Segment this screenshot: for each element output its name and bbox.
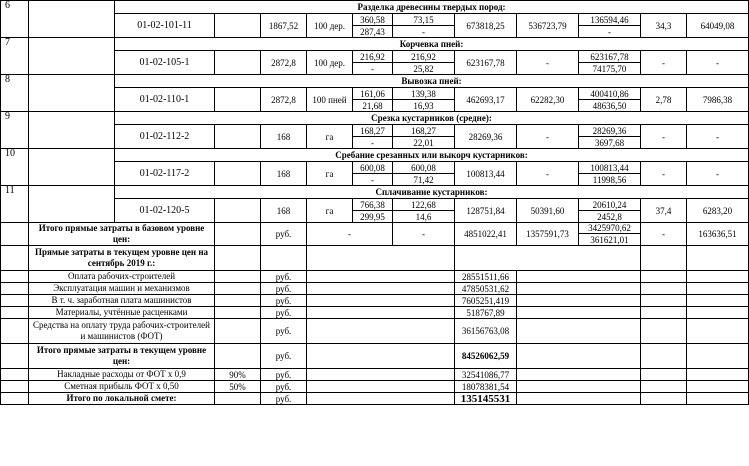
labor-hours: - xyxy=(641,51,687,75)
total-cost: 673818,25 xyxy=(455,14,517,38)
unit-cost-total: 161,06 xyxy=(353,88,393,100)
unit-cost-machinist-wages: - xyxy=(393,26,455,38)
current-cost-label: В т. ч. заработная плата машинистов xyxy=(29,295,215,307)
base-total-unit-cost: - xyxy=(307,223,393,246)
section-title-row xyxy=(1,112,749,125)
section-title: Срезка кустарников (средне): xyxy=(115,112,749,125)
quantity: 168 xyxy=(261,199,307,223)
unit-cost-total: 216,92 xyxy=(353,51,393,63)
empty-cell xyxy=(215,246,261,271)
row-number: 10 xyxy=(1,149,29,186)
empty-cell xyxy=(29,1,115,38)
wages-cost: - xyxy=(517,51,579,75)
machinist-wages-cost: 11998,56 xyxy=(579,174,641,186)
current-cost-unit: руб. xyxy=(261,283,307,295)
current-cost-label: Эксплуатация машин и механизмов xyxy=(29,283,215,295)
base-total-row xyxy=(1,223,749,234)
current-cost-label: Сметная прибыль ФОТ х 0,50 xyxy=(29,381,215,393)
wages-cost: 50391,60 xyxy=(517,199,579,223)
row-number: 7 xyxy=(1,38,29,75)
empty-cell xyxy=(517,307,641,319)
machinist-wages-cost: 2452,8 xyxy=(579,211,641,223)
section-title-row xyxy=(1,186,749,199)
labor-total: - xyxy=(687,162,749,186)
section-title: Вывозка пней: xyxy=(115,75,749,88)
current-cost-label: Итого прямые затраты в текущем уровне цен: xyxy=(29,344,215,369)
current-cost-value: 36156763,08 xyxy=(455,319,517,344)
empty-cell xyxy=(687,246,749,271)
current-cost-unit: руб. xyxy=(261,295,307,307)
machines-cost: 136594,46 xyxy=(579,14,641,26)
rate-code: 01-02-112-2 xyxy=(115,125,215,149)
empty-cell xyxy=(641,393,687,405)
section-title: Сребание срезанных или выкорч кустарников: xyxy=(115,149,749,162)
current-cost-value: 135145531 xyxy=(455,393,517,405)
quantity: 2872,8 xyxy=(261,51,307,75)
empty-cell xyxy=(29,38,115,75)
unit-cost-wages: - xyxy=(353,63,393,75)
machines-cost: 400410,86 xyxy=(579,88,641,100)
empty-cell xyxy=(1,271,29,283)
machines-cost: 623167,78 xyxy=(579,51,641,63)
unit-cost-total: 600,08 xyxy=(353,162,393,174)
empty-cell xyxy=(307,283,455,295)
empty-cell xyxy=(641,295,687,307)
current-cost-row xyxy=(1,369,749,381)
current-cost-pct xyxy=(215,295,261,307)
empty-cell xyxy=(517,344,641,369)
current-cost-row xyxy=(1,295,749,307)
empty-cell xyxy=(307,393,455,405)
rate-code: 01-02-101-11 xyxy=(115,14,215,38)
unit: га xyxy=(307,162,353,186)
empty-cell xyxy=(687,307,749,319)
quantity: 168 xyxy=(261,162,307,186)
empty-cell xyxy=(687,283,749,295)
current-cost-label: Материалы, учтённые расценками xyxy=(29,307,215,319)
empty-cell xyxy=(517,319,641,344)
empty-cell xyxy=(261,246,307,271)
unit-cost-total: 766,38 xyxy=(353,199,393,211)
total-cost: 462693,17 xyxy=(455,88,517,112)
current-cost-pct xyxy=(215,283,261,295)
empty-cell xyxy=(517,369,641,381)
unit-cost-wages: 21,68 xyxy=(353,100,393,112)
current-cost-row xyxy=(1,344,749,369)
current-cost-label: Итого по локальной смете: xyxy=(29,393,215,405)
empty-cell xyxy=(1,295,29,307)
unit-cost-machinist-wages: 71,42 xyxy=(393,174,455,186)
current-cost-label: Накладные расходы от ФОТ х 0,9 xyxy=(29,369,215,381)
unit-cost-machines: 73,15 xyxy=(393,14,455,26)
empty-cell xyxy=(29,149,115,186)
labor-hours: 2,78 xyxy=(641,88,687,112)
rate-code: 01-02-120-5 xyxy=(115,199,215,223)
current-header-row xyxy=(1,246,749,271)
machines-cost: 28269,36 xyxy=(579,125,641,137)
empty-cell xyxy=(215,162,261,186)
empty-cell xyxy=(641,369,687,381)
labor-hours: 37,4 xyxy=(641,199,687,223)
current-cost-unit: руб. xyxy=(261,393,307,405)
current-cost-label: Средства на оплату труда рабочих-строителей и машинистов (ФОТ) xyxy=(29,319,215,344)
empty-cell xyxy=(307,295,455,307)
base-total-labor: 163636,51 xyxy=(687,223,749,246)
unit-cost-machines: 600,08 xyxy=(393,162,455,174)
unit: га xyxy=(307,199,353,223)
unit-cost-wages: 299,95 xyxy=(353,211,393,223)
empty-cell xyxy=(517,381,641,393)
empty-cell xyxy=(687,369,749,381)
labor-total: 64049,08 xyxy=(687,14,749,38)
current-cost-unit: руб. xyxy=(261,271,307,283)
unit-cost-machinist-wages: 14,6 xyxy=(393,211,455,223)
labor-hours: - xyxy=(641,162,687,186)
empty-cell xyxy=(215,88,261,112)
current-cost-value: 32541086,77 xyxy=(455,369,517,381)
empty-cell xyxy=(517,295,641,307)
quantity: 1867,52 xyxy=(261,14,307,38)
base-total-unit: руб. xyxy=(261,223,307,246)
empty-cell xyxy=(1,246,29,271)
unit-cost-machinist-wages: 22,01 xyxy=(393,137,455,149)
empty-cell xyxy=(215,199,261,223)
current-cost-unit: руб. xyxy=(261,307,307,319)
current-cost-row xyxy=(1,307,749,319)
base-total-machinist-wages: 361621,01 xyxy=(579,234,641,246)
empty-cell xyxy=(1,283,29,295)
current-header-label: Прямые затраты в текущем уровне цен на сентябрь 2019 г.: xyxy=(29,246,215,271)
current-cost-row xyxy=(1,393,749,405)
empty-cell xyxy=(29,75,115,112)
unit-cost-total: 168,27 xyxy=(353,125,393,137)
current-cost-unit: руб. xyxy=(261,369,307,381)
total-cost: 623167,78 xyxy=(455,51,517,75)
empty-cell xyxy=(1,369,29,381)
empty-cell xyxy=(1,307,29,319)
unit-cost-machines: 139,38 xyxy=(393,88,455,100)
empty-cell xyxy=(307,271,455,283)
section-title: Корчевка пней: xyxy=(115,38,749,51)
empty-cell xyxy=(29,186,115,223)
current-cost-value: 84526062,59 xyxy=(455,344,517,369)
current-cost-label: Оплата рабочих-строителей xyxy=(29,271,215,283)
unit-cost-wages: 287,43 xyxy=(353,26,393,38)
empty-cell xyxy=(215,223,261,246)
current-cost-unit: руб. xyxy=(261,381,307,393)
current-cost-unit: руб. xyxy=(261,344,307,369)
section-title: Сплачивание кустарников: xyxy=(115,186,749,199)
current-cost-unit: руб. xyxy=(261,319,307,344)
empty-cell xyxy=(687,319,749,344)
quantity: 2872,8 xyxy=(261,88,307,112)
current-cost-value: 47850531,62 xyxy=(455,283,517,295)
unit-cost-machinist-wages: 25,82 xyxy=(393,63,455,75)
unit-cost-machines: 216,92 xyxy=(393,51,455,63)
empty-cell xyxy=(641,283,687,295)
empty-cell xyxy=(517,393,641,405)
empty-cell xyxy=(455,246,641,271)
empty-cell xyxy=(307,307,455,319)
wages-cost: 536723,79 xyxy=(517,14,579,38)
base-total-machines-cost: 3425970,62 xyxy=(579,223,641,234)
row-number: 11 xyxy=(1,186,29,223)
total-cost: 28269,36 xyxy=(455,125,517,149)
total-cost: 128751,84 xyxy=(455,199,517,223)
empty-cell xyxy=(1,381,29,393)
empty-cell xyxy=(1,393,29,405)
labor-total: - xyxy=(687,51,749,75)
labor-hours: - xyxy=(641,125,687,149)
current-cost-row xyxy=(1,319,749,344)
total-cost: 100813,44 xyxy=(455,162,517,186)
current-cost-value: 7605251,419 xyxy=(455,295,517,307)
machinist-wages-cost: 74175,70 xyxy=(579,63,641,75)
current-cost-pct xyxy=(215,393,261,405)
section-title-row xyxy=(1,75,749,88)
unit: 100 дер. xyxy=(307,51,353,75)
current-cost-pct xyxy=(215,344,261,369)
labor-total: 6283,20 xyxy=(687,199,749,223)
base-total-machines: - xyxy=(393,223,455,246)
labor-hours: 34,3 xyxy=(641,14,687,38)
rate-code: 01-02-117-2 xyxy=(115,162,215,186)
current-cost-row xyxy=(1,283,749,295)
machines-cost: 100813,44 xyxy=(579,162,641,174)
base-total-label: Итого прямые затраты в базовом уровне цен: xyxy=(29,223,215,246)
unit-cost-total: 360,58 xyxy=(353,14,393,26)
current-cost-pct: 50% xyxy=(215,381,261,393)
empty-cell xyxy=(687,344,749,369)
empty-cell xyxy=(641,307,687,319)
empty-cell xyxy=(215,51,261,75)
machines-cost: 20610,24 xyxy=(579,199,641,211)
empty-cell xyxy=(307,246,455,271)
empty-cell xyxy=(307,344,455,369)
empty-cell xyxy=(687,271,749,283)
wages-cost: - xyxy=(517,125,579,149)
base-total-wages: 1357591,73 xyxy=(517,223,579,246)
empty-cell xyxy=(641,246,687,271)
unit-cost-machines: 168,27 xyxy=(393,125,455,137)
section-title-row xyxy=(1,38,749,51)
unit-cost-wages: - xyxy=(353,137,393,149)
empty-cell xyxy=(641,319,687,344)
section-title-row xyxy=(1,1,749,14)
labor-total: - xyxy=(687,125,749,149)
row-number: 8 xyxy=(1,75,29,112)
empty-cell xyxy=(215,125,261,149)
unit: 100 пней xyxy=(307,88,353,112)
empty-cell xyxy=(517,283,641,295)
current-cost-row xyxy=(1,271,749,283)
current-cost-value: 518767,89 xyxy=(455,307,517,319)
current-cost-pct xyxy=(215,271,261,283)
empty-cell xyxy=(687,295,749,307)
current-cost-pct xyxy=(215,307,261,319)
base-total-cost: 4851022,41 xyxy=(455,223,517,246)
row-number: 9 xyxy=(1,112,29,149)
empty-cell xyxy=(307,381,455,393)
empty-cell xyxy=(307,369,455,381)
row-number: 6 xyxy=(1,1,29,38)
machinist-wages-cost: 3697,68 xyxy=(579,137,641,149)
wages-cost: 62282,30 xyxy=(517,88,579,112)
section-title: Разделка древесины твердых пород: xyxy=(115,1,749,14)
empty-cell xyxy=(641,381,687,393)
quantity: 168 xyxy=(261,125,307,149)
empty-cell xyxy=(1,319,29,344)
section-title-row xyxy=(1,149,749,162)
machinist-wages-cost: 48636,50 xyxy=(579,100,641,112)
current-cost-row xyxy=(1,381,749,393)
current-cost-pct xyxy=(215,319,261,344)
machinist-wages-cost: - xyxy=(579,26,641,38)
base-total-hours: - xyxy=(641,223,687,246)
empty-cell xyxy=(1,223,29,246)
rate-code: 01-02-110-1 xyxy=(115,88,215,112)
empty-cell xyxy=(687,393,749,405)
empty-cell xyxy=(29,112,115,149)
current-cost-value: 28551511,66 xyxy=(455,271,517,283)
empty-cell xyxy=(687,381,749,393)
unit-cost-wages: - xyxy=(353,174,393,186)
current-cost-pct: 90% xyxy=(215,369,261,381)
rate-code: 01-02-105-1 xyxy=(115,51,215,75)
unit-cost-machinist-wages: 16,93 xyxy=(393,100,455,112)
empty-cell xyxy=(517,271,641,283)
current-cost-value: 18078381,54 xyxy=(455,381,517,393)
empty-cell xyxy=(641,344,687,369)
empty-cell xyxy=(215,14,261,38)
unit-cost-machines: 122,68 xyxy=(393,199,455,211)
empty-cell xyxy=(1,344,29,369)
unit: 100 дер. xyxy=(307,14,353,38)
empty-cell xyxy=(307,319,455,344)
unit: га xyxy=(307,125,353,149)
labor-total: 7986,38 xyxy=(687,88,749,112)
wages-cost: - xyxy=(517,162,579,186)
empty-cell xyxy=(641,271,687,283)
